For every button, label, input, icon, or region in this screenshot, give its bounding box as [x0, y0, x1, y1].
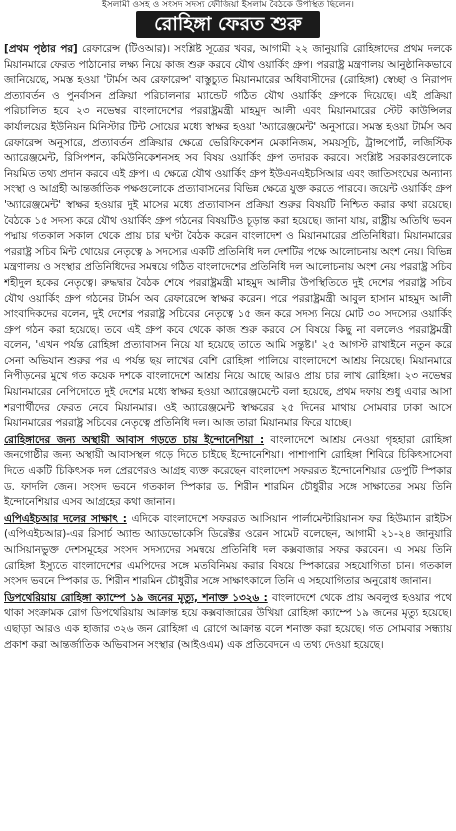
headline-banner	[0, 11, 456, 39]
article-body	[4, 42, 452, 828]
section-indonesia	[4, 433, 452, 511]
lead-text: রেফারেন্স (টিওআর)। সংশ্লিষ্ট সূত্রের খবর, আগামী ২২ জানুয়ারি রোহিঙ্গাদের প্রথম দলকে মিয়ানমারে ফেরত পাঠানোর লক্ষ্য নিয়ে কাজ শুরু করবে যৌথ ওয়ার্কিং গ্রুপ। পররাষ্ট্র মন্ত্রণালয় আনুষ্ঠানিকভাবে জানিয়েছে, সমস্ত হওয়া 'টার্মস অব রেফারেন্স' বাস্তুচ্যুত মিয়ানমারের অধিবাসীদের (রোহিঙ্গা) স্বেচ্ছা ও নিরাপদ প্রত্যাবর্তন ও পুনর্বাসন প্রক্রিয়া পরিচালনার ম্যান্ডেট গঠিত যৌথ ওয়ার্কিং গ্রুপকে দিয়েছে। এই প্রক্রিয়া পরিচালিত হবে ২৩ নভেম্বর বাংলাদেশের পররাষ্ট্রমন্ত্রী মাহমুদ আলী এবং মিয়ানমারের স্টেট কাউন্সিলর কার্যালয়ের ইউনিয়ন মিনিস্টার টিন্ট সোয়ের মধ্যে স্বাক্ষর হওয়া 'অ্যারেঞ্জমেন্ট' অনুসারে। সমস্ত হওয়া টার্মস অব রেফারেন্স অনুসারে, প্রত্যাবর্তন প্রক্রিয়ার ক্ষেত্রে ভেরিফিকেশন মেকানিজম, সময়সূচি, ট্রান্সপোর্ট, লজিস্টিক অ্যারেঞ্জমেন্ট, রিসিপশন, কমিউনিকেশনসহ সব বিষয় ওয়ার্কিং গ্রুপ তদারক করবে। সংশ্লিষ্ট সরকারগুলোকে নিয়মিত তথ্য প্রদান করবে এই গ্রুপ। এ ক্ষেত্রে যৌথ ওয়ার্কিং গ্রুপ ইউএনএইচসিআর এবং জাতিসংঘের অন্যান্য সংস্থা ও আগ্রহী আন্তর্জাতিক পক্ষগুলোকে প্রত্যাবাসনের বিভিন্ন ক্ষেত্রে যুক্ত করতে পারবে। জয়েন্ট ওয়ার্কিং গ্রুপ 'অ্যারেঞ্জমেন্ট' স্বাক্ষর হওয়ার দুই মাসের মধ্যে প্রত্যাবাসন প্রক্রিয়া শুরুর বিষয়টি নিশ্চিত করার কথা রয়েছে। বৈঠকে ১৫ সদস্য করে যৌথ ওয়ার্কিং গ্রুপ গঠনের বিষয়টিও চূড়ান্ত করা হয়েছে। জানা যায়, রাষ্ট্রীয় অতিথি ভবন পদ্মায় গতকাল সকাল থেকে প্রায় চার ঘণ্টা বৈঠক করেন বাংলাদেশ ও মিয়ানমারের প্রতিনিধিরা। মিয়ানমারের পররাষ্ট্র সচিব মিন্ট থোয়ের নেতৃত্বে ৯ সদস্যের একটি প্রতিনিধি দল দেশটির পক্ষে আলোচনায় অংশ নেয়। বিভিন্ন মন্ত্রণালয় ও সংস্থার প্রতিনিধিদের সমন্বয়ে গঠিত বাংলাদেশের প্রতিনিধি দল আলোচনায় অংশ নেয় পররাষ্ট্র সচিব শহীদুল হকের নেতৃত্বে। রুদ্ধদ্বার বৈঠক শেষে পররাষ্ট্রমন্ত্রী মাহমুদ আলীর উপস্থিতিতে দুই দেশের পররাষ্ট্র সচিব যৌথ ওয়ার্কিং গ্রুপ গঠনের টার্মস অব রেফারেন্সে স্বাক্ষর করেন। পরে পররাষ্ট্রমন্ত্রী আবুল হাসান মাহমুদ আলী সাংবাদিকদের বলেন, দুই দেশের পররাষ্ট্র সচিবের নেতৃত্বে ১৫ জন করে সদস্য নিয়ে মোট ৩০ সদস্যের ওয়ার্কিং গ্রুপ গঠন করা হয়েছে। তবে এই গ্রুপ কবে থেকে কাজ শুরু করবে সে বিষয়ে কিছু না বললেও পররাষ্ট্রমন্ত্রী বলেন, 'এখন পর্যন্ত রোহিঙ্গা প্রত্যাবাসন নিয়ে যা হয়েছে তাতে আমি সন্তুষ্ট।' ২৫ আগস্ট রাখাইনে নতুন করে সেনা অভিযান শুরুর পর এ পর্যন্ত ছয় লাখের বেশি রোহিঙ্গা পালিয়ে বাংলাদেশে আশ্রয় নিয়েছে। মিয়ানমারে নিপীড়নের মুখে গত কয়েক দশকে বাংলাদেশে আশ্রয় নিয়ে আছে আরও প্রায় চার লাখ রোহিঙ্গা। ২৩ নভেম্বর মিয়ানমারের নেপিদোতে দুই দেশের মধ্যে স্বাক্ষর হওয়া অ্যারেঞ্জমেন্টে বলা হয়েছে, প্রথম দফায় শুধু এবার আসা শরণার্থীদের ফেরত নেবে মিয়ানমার। ওই অ্যারেঞ্জমেন্ট স্বাক্ষরের ২৫ দিনের মাথায় সোমবার ঢাকা আসে মিয়ানমারের পররাষ্ট্র সচিবের নেতৃত্বে প্রতিনিধি দল। আজ তারা মিয়ানমার ফিরে যাচ্ছে।	[4, 43, 452, 430]
clipped-previous-line: ইসলামী ওসহ ও সংসদ সদস্য ফৌজিয়া ইসলাম বৈঠকে উপস্থিত ছিলেন।	[102, 0, 354, 10]
section-title: এপিএইচআর দলের সাক্ষাৎ :	[4, 512, 127, 525]
section-title: ডিপথেরিয়ায় রোহিঙ্গা ক্যাম্পে ১৯ জনের মৃত্যু, শনাক্ত ১৩২৬ :	[4, 591, 268, 604]
section-text: এদিকে বাংলাদেশে সফররত আসিয়ান পার্লামেন্টারিয়ানস ফর হিউম্যান রাইটস (এপিএইচআর)-এর রিসার্চ অ্যান্ড অ্যাডভোকেসি ডিরেক্টর ওরেন সামেট বলেছেন, আগামী ২১-২৪ জানুয়ারি আসিয়ানভুক্ত দেশসমূহের সংসদ সদস্যদের সমন্বয়ে প্রতিনিধি দল কক্সবাজার সফর করবেন। এ সময় তিনি রোহিঙ্গা ইস্যুতে বাংলাদেশের এমপিদের সঙ্গে মতবিনিময় করার বিষয়ে স্পিকারের সহযোগিতা চান। গতকাল সংসদ ভবনে স্পিকার ড. শিরীন শারমিন চৌধুরীর সঙ্গে সাক্ষাৎকালে তিনি এ সহযোগিতার অনুরোধ জানান।	[4, 512, 452, 588]
section-title: রোহিঙ্গাদের জন্য অস্থায়ী আবাস গড়তে চায় ইন্দোনেশিয়া :	[4, 433, 265, 446]
continuation-marker: [প্রথম পৃষ্ঠার পর]	[4, 43, 78, 55]
section-text: বাংলাদেশে থেকে প্রায় অবলুপ্ত হওয়ার পথে থাকা সংক্রামক রোগ ডিপথেরিয়ায় আক্রান্ত হয়ে কক্সবাজারের উখিয়া রোহিঙ্গা ক্যাম্পে ১৯ জনের মৃত্যু হয়েছে। এছাড়া আরও এক হাজার ৩২৬ জন রোহিঙ্গা এ রোগে আক্রান্ত বলে শনাক্ত করা হয়েছে। গত সোমবার সন্ধ্যায় প্রকাশ করা আন্তর্জাতিক অভিবাসন সংস্থার (আইওএম) এক প্রতিবেদনে এ তথ্য দেওয়া হয়েছে।	[4, 591, 452, 651]
section-aphr	[4, 512, 452, 590]
lead-paragraph	[4, 42, 452, 432]
section-diphtheria	[4, 591, 452, 653]
headline: রোহিঙ্গা ফেরত শুরু	[136, 11, 320, 38]
section-text: বাংলাদেশে আশ্রয় নেওয়া গৃহহারা রোহিঙ্গা জনগোষ্ঠীর জন্য অস্থায়ী আবাসস্থল গড়ে দিতে চাইছে ইন্দোনেশিয়া। পাশাপাশি রোহিঙ্গা শিবিরে চিকিৎসাসেবা দিতে একটি চিকিৎসক দল প্রেরণেরও আগ্রহ ব্যক্ত করেছেন বাংলাদেশ সফররত ইন্দোনেশিয়ার ডেপুটি স্পিকার ড. ফাদলি জেন। সংসদ ভবনে গতকাল স্পিকার ড. শিরীন শারমিন চৌধুরীর সঙ্গে সাক্ষাতের সময় তিনি ইন্দোনেশিয়ার এসব আগ্রহের কথা জানান।	[4, 433, 452, 509]
